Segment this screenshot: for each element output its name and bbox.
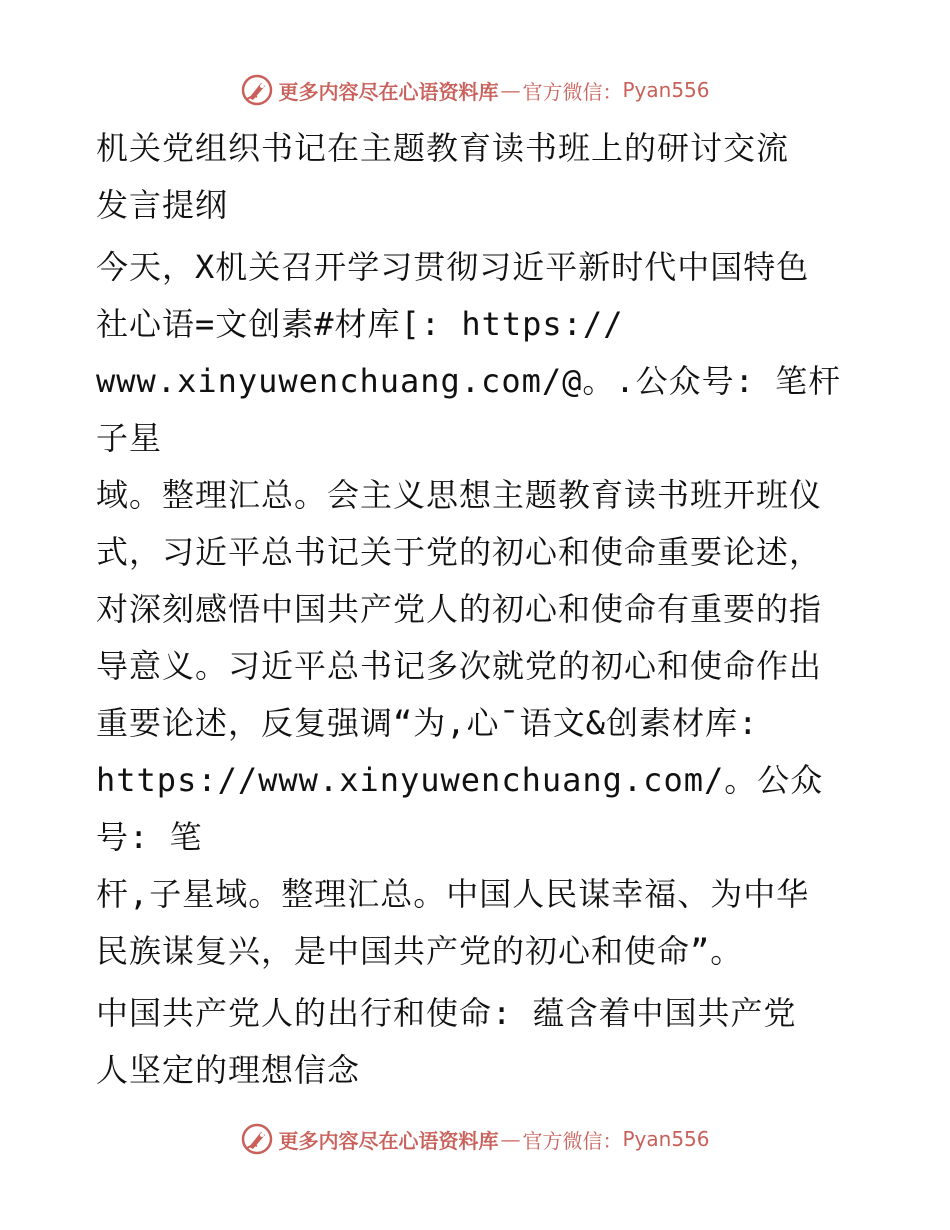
banner-separator: — — [500, 1127, 521, 1151]
header-watermark-banner — [0, 70, 950, 110]
pen-nib-logo-icon — [240, 73, 274, 107]
banner-wechat-label: 官方微信： — [522, 1128, 623, 1153]
banner-wechat-account: Pyan556 — [622, 78, 710, 102]
banner-site-name: 更多内容尽在心语资料库 — [278, 1128, 499, 1153]
document-title: 机关党组织书记在主题教育读书班上的研讨交流 发言提纲 — [96, 129, 790, 224]
banner-separator: — — [500, 78, 521, 102]
body-paragraph: 今天，X机关召开学习贯彻习近平新时代中国特色 社心语=文创素#材库[: https:// www.xinyuwenchuang.com/@。.公众号: 笔杆子星 域。整理汇总。会主义思想主题教育读书班开班仪 式，习近平总书记关于党的初心和使命重要论述， 对深刻感悟中国共产党人的初心和使命有重要的指 导意义。习近平总书记多次就党的初心和使命作出 重要论述，反复强调“为,心¯语文&创素材库: https://www.xinyuwenchuang.com/。公众号: 笔 杆,子星域。整理汇总。中国人民谋幸福、为中华 民族谋复兴，是中国共产党的初心和使命”。 — [96, 248, 842, 970]
banner-wechat-label: 官方微信： — [522, 79, 623, 104]
pen-nib-logo-icon — [240, 1122, 274, 1156]
footer-watermark-banner — [0, 1119, 950, 1159]
banner-wechat-account: Pyan556 — [622, 1127, 710, 1151]
document-body — [96, 120, 866, 1099]
section-heading: 中国共产党人的出行和使命: 蕴含着中国共产党 人坚定的理想信念 — [96, 994, 797, 1089]
banner-site-name: 更多内容尽在心语资料库 — [278, 79, 499, 104]
